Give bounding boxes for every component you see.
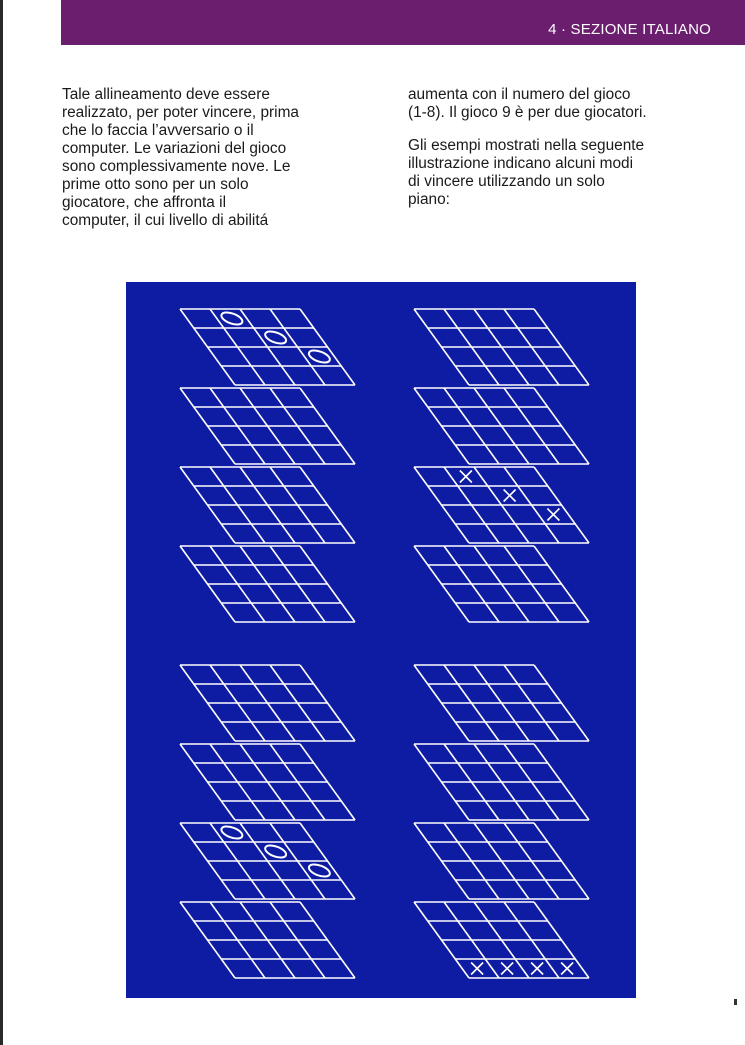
o-mark [220,824,244,841]
x-mark [501,963,513,975]
x-mark [471,963,483,975]
section-title: 4 · SEZIONE ITALIANO [548,21,711,38]
o-mark [307,348,331,365]
binding-edge [0,0,3,1045]
x-mark [547,509,559,521]
x-mark [504,490,516,502]
x-mark [561,963,573,975]
x-mark [531,963,543,975]
tic-tac-toe-boards-graphic [126,282,636,998]
o-mark [264,329,288,346]
page-edge-mark [734,999,737,1005]
game-screen-illustration [126,282,636,998]
paragraph-left: Tale allineamento deve essere realizzato, per poter vincere, prima che lo faccia l’avversario o il computer. Le variazioni del gioco sono complessivamente nove. Le prime otto sono per un solo giocatore, che affronta il computer, il cui livello di abilitá [62,86,299,229]
o-mark [264,843,288,860]
section-header-bar [61,0,745,45]
o-mark [220,310,244,327]
o-mark [307,862,331,879]
paragraph-right-2: Gli esempi mostrati nella seguente illustrazione indicano alcuni modi di vincere utilizzando un solo piano: [408,137,645,208]
paragraph-right-1: aumenta con il numero del gioco (1-8). Il gioco 9 è per due giocatori. [408,86,647,121]
text-column-right [408,86,728,224]
text-column-left [62,86,382,245]
x-mark [460,471,472,483]
